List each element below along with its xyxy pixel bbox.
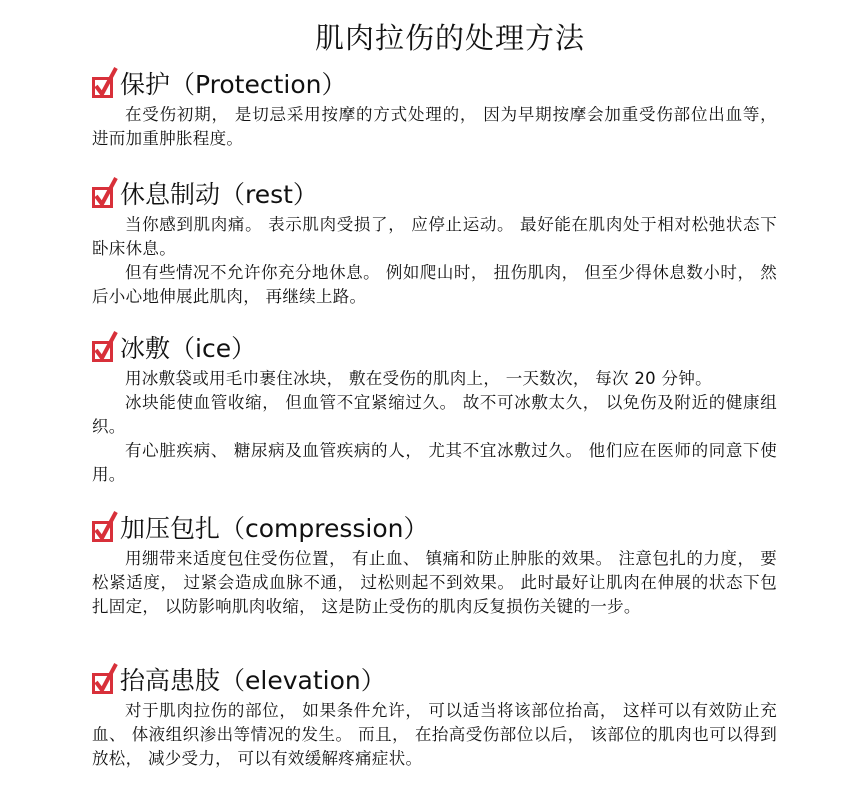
section-heading-text: 冰敷（ice） (120, 334, 257, 363)
section-body (92, 367, 777, 487)
paragraph: 当你感到肌肉痛。 表示肌肉受损了， 应停止运动。 最好能在肌肉处于相对松弛状态下卧床休息。 (92, 215, 777, 258)
section-heading (92, 508, 777, 544)
paragraph: 对于肌肉拉伤的部位， 如果条件允许， 可以适当将该部位抬高， 这样可以有效防止充血、 体液组织渗出等情况的发生。 而且， 在抬高受伤部位以后， 该部位的肌肉也可以得到放松， 减少受力， 可以有效缓解疼痛症状。 (92, 701, 777, 768)
section-protection (92, 64, 777, 151)
section-ice (92, 328, 777, 487)
section-compression (92, 508, 777, 619)
section-rest (92, 174, 777, 309)
checkbox-checked-icon (92, 330, 118, 364)
paragraph: 冰块能使血管收缩， 但血管不宜紧缩过久。 故不可冰敷太久， 以免伤及附近的健康组织。 (92, 393, 777, 436)
section-heading-text: 保护（Protection） (120, 70, 347, 99)
section-heading-text: 加压包扎（compression） (120, 514, 429, 543)
checkbox-checked-icon (92, 66, 118, 100)
section-heading (92, 660, 777, 696)
paragraph: 但有些情况不允许你充分地休息。 例如爬山时， 扭伤肌肉， 但至少得休息数小时， 然后小心地伸展此肌肉， 再继续上路。 (92, 263, 777, 306)
section-heading (92, 174, 777, 210)
section-body (92, 103, 777, 151)
paragraph: 在受伤初期， 是切忌采用按摩的方式处理的， 因为早期按摩会加重受伤部位出血等， 进而加重肿胀程度。 (92, 105, 777, 148)
section-body (92, 699, 777, 771)
section-body (92, 213, 777, 309)
section-heading-text: 休息制动（rest） (120, 180, 318, 209)
section-heading (92, 64, 777, 100)
section-heading (92, 328, 777, 364)
paragraph: 用绷带来适度包住受伤位置， 有止血、 镇痛和防止肿胀的效果。 注意包扎的力度， 要松紧适度， 过紧会造成血脉不通， 过松则起不到效果。 此时最好让肌肉在伸展的状态下包扎固定， 以防影响肌肉收缩， 这是防止受伤的肌肉反复损伤关键的一步。 (92, 549, 777, 616)
checkbox-checked-icon (92, 662, 118, 696)
checkbox-checked-icon (92, 510, 118, 544)
page-title: 肌肉拉伤的处理方法 (314, 21, 585, 55)
section-elevation (92, 660, 777, 771)
paragraph: 有心脏疾病、 糖尿病及血管疾病的人， 尤其不宜冰敷过久。 他们应在医师的同意下使用。 (92, 441, 777, 484)
section-body (92, 547, 777, 619)
paragraph: 用冰敷袋或用毛巾裹住冰块， 敷在受伤的肌肉上， 一天数次， 每次 20 分钟。 (125, 369, 712, 388)
checkbox-checked-icon (92, 176, 118, 210)
section-heading-text: 抬高患肢（elevation） (120, 666, 386, 695)
